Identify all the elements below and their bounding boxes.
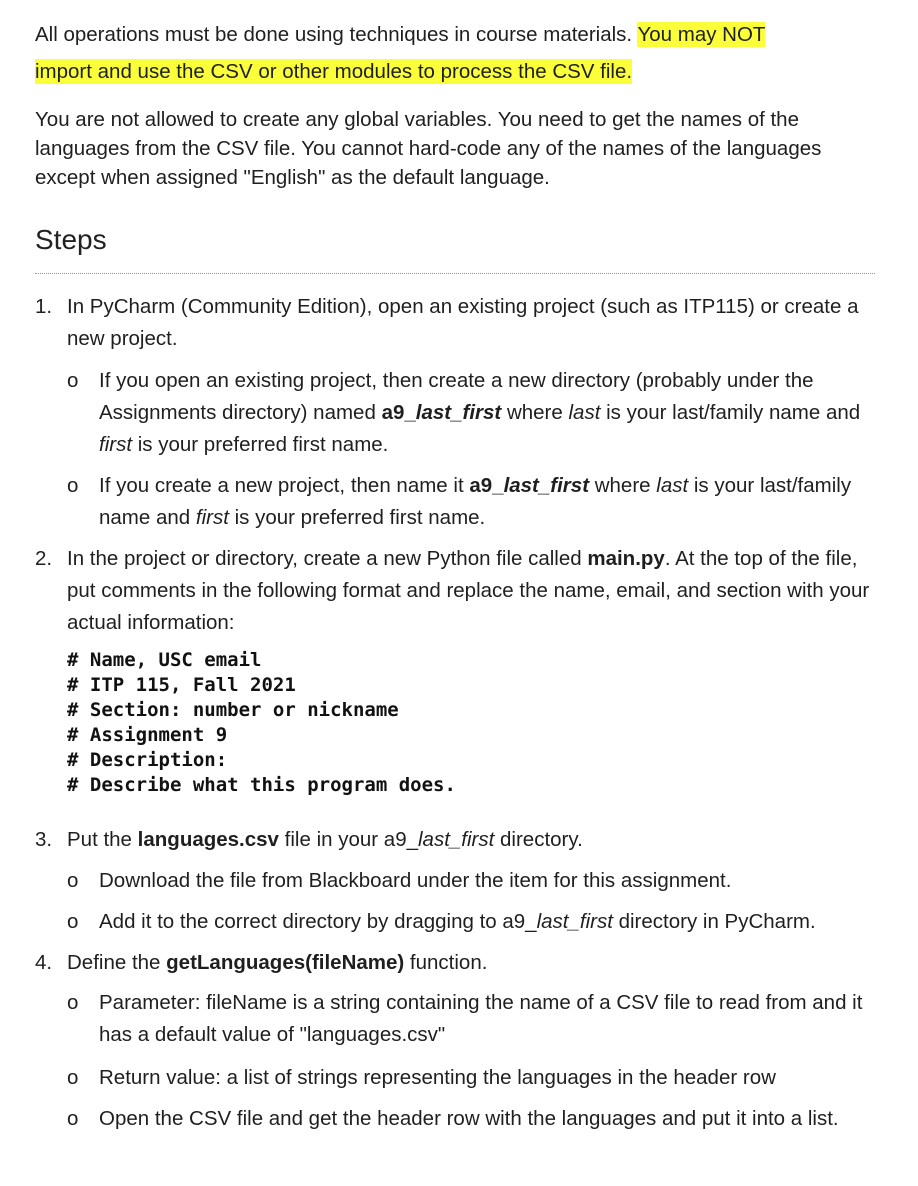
step-number: 4. <box>35 951 53 974</box>
bullet-text: If you open an existing project, then create a new directory (probably under the Assignments directory) named a9_last_first where last is your last/family name and first is your preferred first name. <box>99 369 861 456</box>
code-line: # Assignment 9 <box>67 724 228 746</box>
bullet-marker: o <box>67 1066 79 1089</box>
highlighted-warning-b: import and use the CSV or other modules to process the CSV file. <box>35 60 633 83</box>
bullet-text: Return value: a list of strings representing the languages in the header row <box>99 1066 776 1089</box>
code-line: # Section: number or nickname <box>67 699 399 721</box>
bullet-text: Parameter: fileName is a string containing the name of a CSV file to read from and it has a default value of "languages.csv" <box>99 991 863 1046</box>
file-name: main.py <box>587 547 665 570</box>
bullet-marker: o <box>67 1107 79 1130</box>
step-text: In the project or directory, create a new Python file called main.py. At the top of the file, put comments in the following format and replace the name, email, and section with your actual information: <box>67 547 870 634</box>
code-block <box>67 648 456 798</box>
step-text: Define the getLanguages(fileName) function. <box>67 951 488 974</box>
intro-paragraph-2: You are not allowed to create any global variables. You need to get the names of the languages from the CSV file. You cannot hard-code any of the names of the languages except when assigned "English" as the default language. <box>35 108 822 189</box>
bullet-marker: o <box>67 474 79 497</box>
step-number: 3. <box>35 828 53 851</box>
step-text: In PyCharm (Community Edition), open an existing project (such as ITP115) or create a new project. <box>67 295 859 350</box>
bullet-text: Download the file from Blackboard under the item for this assignment. <box>99 869 732 892</box>
code-line: # ITP 115, Fall 2021 <box>67 674 296 696</box>
highlighted-warning-a: You may NOT <box>637 23 766 46</box>
bullet-marker: o <box>67 369 79 392</box>
step-number: 1. <box>35 295 53 318</box>
file-name: languages.csv <box>137 828 279 851</box>
bullet-text: Open the CSV file and get the header row with the languages and put it into a list. <box>99 1107 839 1130</box>
intro-text: All operations must be done using techniques in course materials. <box>35 23 638 46</box>
bullet-text: Add it to the correct directory by dragging to a9_last_first directory in PyCharm. <box>99 910 816 933</box>
intro-paragraph-1 <box>35 16 885 90</box>
bullet-marker: o <box>67 869 79 892</box>
section-heading-steps: Steps <box>35 224 107 255</box>
bullet-marker: o <box>67 991 79 1014</box>
step-text: Put the languages.csv file in your a9_last_first directory. <box>67 828 583 851</box>
code-line: # Description: <box>67 749 228 771</box>
bullet-text: If you create a new project, then name it a9_last_first where last is your last/family name and first is your preferred first name. <box>99 474 852 529</box>
heading-divider <box>35 273 875 274</box>
function-name: getLanguages(fileName) <box>166 951 405 974</box>
code-line: # Describe what this program does. <box>67 774 456 796</box>
bullet-marker: o <box>67 910 79 933</box>
step-number: 2. <box>35 547 53 570</box>
code-line: # Name, USC email <box>67 649 262 671</box>
